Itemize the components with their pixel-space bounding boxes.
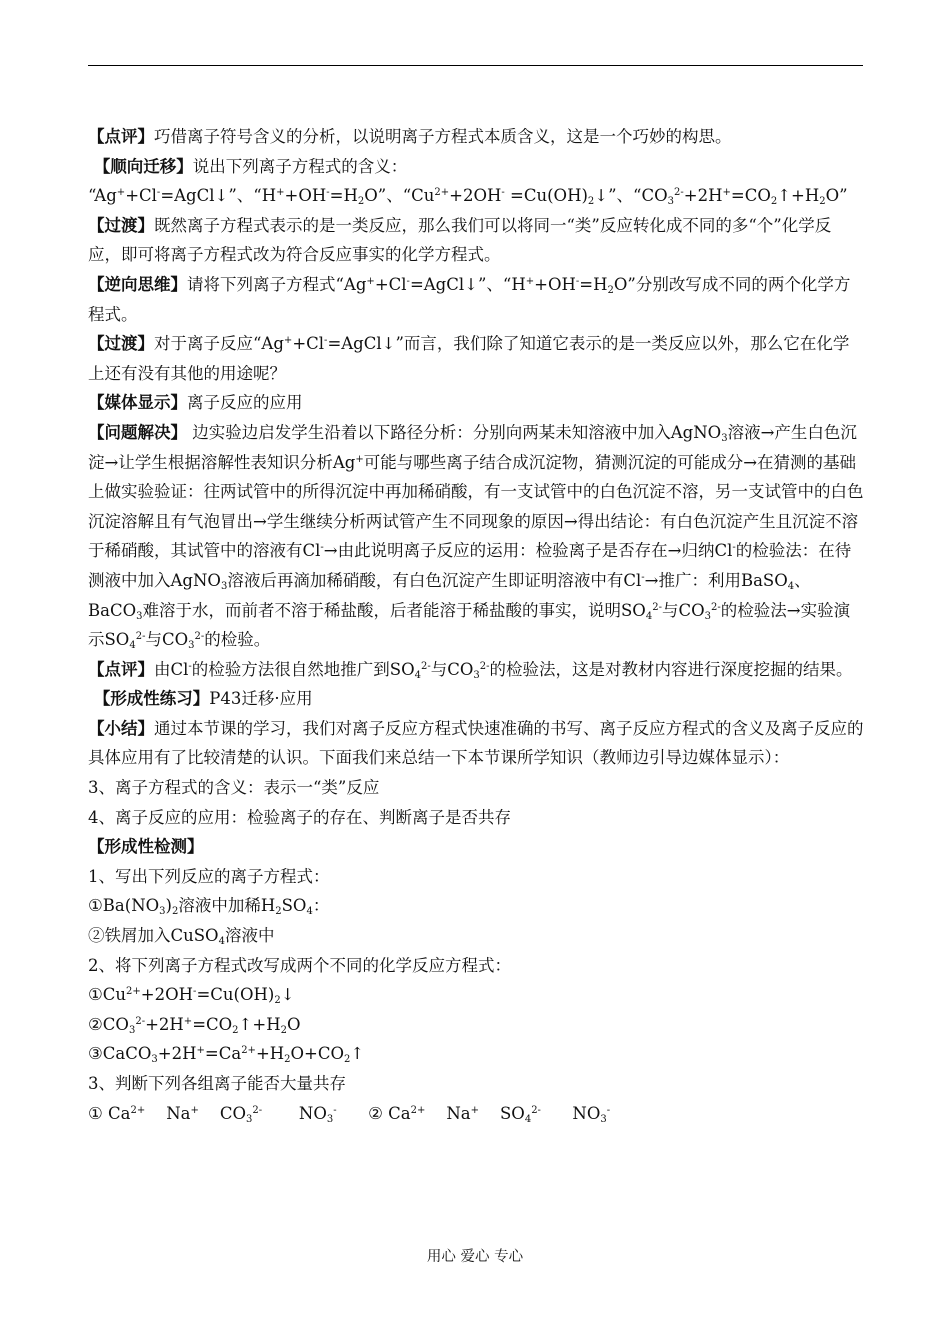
text-run: ↑	[350, 1044, 365, 1064]
text-run: +H	[255, 1044, 285, 1064]
text-run: O”、“Cu	[364, 186, 435, 206]
text-run: 请将下列离子方程式“Ag	[187, 274, 367, 294]
text-run: 的检验法：在待测液中加入AgNO	[88, 541, 852, 590]
paragraph	[88, 152, 864, 182]
superscript: 2-	[479, 660, 490, 672]
text-run: ↑+H	[238, 1014, 281, 1034]
subscript: 2	[232, 1024, 239, 1036]
subscript: 2	[607, 284, 614, 296]
subscript: 2	[274, 995, 281, 1007]
superscript: -	[575, 275, 580, 287]
text-run: 溶液中加稀H	[178, 896, 276, 916]
section-tag: 【点评】	[88, 127, 154, 146]
paragraph	[88, 891, 864, 921]
subscript: 4	[306, 906, 313, 918]
section-tag: 【顺向迁移】	[88, 156, 193, 176]
text-run: ③CaCO	[88, 1044, 152, 1064]
section-tag: 【过渡】	[88, 215, 154, 235]
subscript: 2	[819, 196, 826, 208]
superscript: -	[732, 542, 736, 554]
text-run: 、BaCO	[88, 570, 811, 620]
superscript: +	[276, 187, 285, 199]
text-run: 巧借离子符号含义的分析，以说明离子方程式本质含义，这是一个巧妙的构思。	[154, 127, 732, 146]
text-run: 的检验方法很自然地推广到SO	[191, 659, 415, 679]
superscript: 2-	[711, 601, 721, 613]
paragraph	[88, 773, 864, 803]
superscript: -	[320, 542, 324, 554]
superscript: 2-	[252, 1104, 263, 1116]
text-run: +2OH	[449, 186, 502, 206]
text-run: 1、写出下列反应的离子方程式：	[88, 866, 330, 886]
subscript: 2	[587, 196, 595, 208]
text-run: ②CO	[88, 1014, 129, 1034]
subscript: 2	[280, 1024, 287, 1036]
text-run: 与CO	[661, 600, 705, 620]
text-run: ①Cu	[88, 985, 127, 1005]
text-run: 的检验法→实验演示SO	[88, 600, 851, 650]
superscript: -	[406, 275, 410, 287]
text-run: 可能与哪些离子结合成沉淀物，猜测沉淀的可能成分→在猜测的基础上做实验验证：往两试管中的所得沉淀中再加稀硝酸，有一支试管中的白色沉淀不溶，另一支试管中的白色沉淀溶解且有气泡冒出→学生继续分析两试管产生不同现象的原因→得出结论：有白色沉淀产生且沉淀不溶于稀硝酸，其试管中的溶液有Cl	[88, 452, 864, 561]
superscript: 2-	[531, 1104, 541, 1116]
paragraph	[88, 684, 864, 714]
text-run: CO	[198, 1103, 247, 1123]
text-run: =AgCl↓”、“H	[409, 274, 526, 294]
superscript: +	[116, 187, 126, 199]
text-run: 的检验法，这是对教材内容进行深度挖掘的结果。	[489, 659, 853, 679]
text-run: +Cl	[374, 274, 407, 294]
superscript: -	[193, 986, 197, 998]
text-run: +2H	[145, 1014, 184, 1034]
text-run: )	[165, 896, 172, 916]
section-tag: 【点评】	[88, 659, 154, 679]
subscript: 3	[246, 1113, 253, 1125]
superscript: -	[188, 660, 192, 672]
paragraph	[88, 714, 864, 773]
subscript: 4	[414, 669, 422, 681]
paragraph	[88, 211, 864, 270]
subscript: 3	[220, 580, 228, 592]
text-run: +2H	[683, 186, 723, 206]
subscript: 4	[645, 610, 653, 622]
superscript: 2+	[434, 187, 450, 199]
text-run: 说出下列离子方程式的含义：	[192, 156, 408, 176]
subscript: 2	[284, 1054, 291, 1066]
text-run: “Ag	[88, 186, 117, 206]
subscript: 2	[357, 196, 365, 208]
subscript: 2	[171, 906, 179, 918]
text-run: ↓	[280, 985, 295, 1005]
paragraph	[88, 951, 864, 981]
section-tag: 【形成性检测】	[88, 837, 204, 857]
superscript: +	[196, 1045, 205, 1057]
superscript: 2+	[241, 1045, 256, 1057]
text-run: 边实验边启发学生沿着以下路径分析：分别向两某未知溶液中加入AgNO	[187, 422, 722, 442]
paragraph	[88, 122, 864, 152]
text-run: ① Ca	[88, 1103, 131, 1123]
text-run: =AgCl↓”、“H	[160, 186, 277, 206]
text-run: 3、离子方程式的含义：表示一“类”反应	[88, 778, 380, 798]
superscript: -	[156, 187, 161, 199]
superscript: 2-	[421, 660, 431, 672]
subscript: 3	[704, 610, 711, 622]
subscript: 4	[787, 580, 795, 592]
text-run: NO	[262, 1103, 327, 1123]
subscript: 4	[218, 936, 225, 948]
section-tag: 【过渡】	[88, 334, 154, 354]
subscript: 3	[188, 640, 195, 652]
text-run: +Cl	[125, 186, 157, 206]
text-run: 通过本节课的学习，我们对离子反应方程式快速准确的书写、离子反应方程式的含义及离子反应的具体应用有了比较清楚的认识。下面我们来总结一下本节课所学知识（教师边引导边媒体显示）：	[88, 718, 864, 768]
subscript: 2	[770, 196, 778, 208]
text-run: →由此说明离子反应的运用：检验离子是否存在→归纳Cl	[323, 541, 733, 561]
paragraph	[88, 181, 864, 211]
text-run: NO	[540, 1103, 601, 1123]
paragraph	[88, 1039, 864, 1069]
text-run: ：	[312, 896, 330, 916]
section-tag: 【问题解决】	[88, 422, 187, 442]
superscript: +	[722, 187, 731, 199]
paragraph	[88, 803, 864, 833]
paragraph	[88, 921, 864, 951]
section-tag: 【小结】	[88, 718, 154, 738]
text-run: ↓”、“CO	[594, 186, 668, 206]
text-run: 难溶于水，而前者不溶于稀盐酸，后者能溶于稀盐酸的事实，说明SO	[142, 600, 646, 620]
paragraph	[88, 1010, 864, 1040]
subscript: 3	[667, 196, 675, 208]
superscript: +	[190, 1104, 199, 1116]
text-run: 的检验。	[204, 630, 271, 650]
paragraph	[88, 655, 864, 685]
text-run: 3、判断下列各组离子能否大量共存	[88, 1074, 346, 1093]
subscript: 3	[128, 1024, 136, 1036]
superscript: +	[283, 335, 293, 347]
text-run: =H	[579, 274, 608, 294]
paragraph	[88, 388, 864, 418]
superscript: 2-	[652, 601, 662, 613]
text-run: +2OH	[140, 985, 194, 1005]
text-run: 离子反应的应用	[187, 393, 303, 413]
text-run: 4、离子反应的应用：检验离子的存在、判断离子是否共存	[88, 807, 511, 827]
text-run: 既然离子方程式表示的是一类反应，那么我们可以将同一“类”反应转化成不同的多“个”化学反应，即可将离子方程式改为符合反应事实的化学方程式。	[88, 215, 832, 265]
text-run: 溶液中	[224, 926, 275, 946]
superscript: +	[470, 1104, 479, 1116]
text-run: O+CO	[290, 1044, 345, 1064]
text-run: ①Ba(NO	[88, 896, 160, 916]
text-run: ②铁屑加入CuSO	[88, 926, 219, 946]
text-run: +Cl	[292, 334, 325, 354]
paragraph	[88, 832, 864, 862]
text-run: =Cu(OH)	[504, 186, 588, 206]
subscript: 2	[344, 1054, 351, 1066]
superscript: +	[525, 275, 535, 287]
text-run: Na	[425, 1103, 471, 1123]
subscript: 3	[136, 610, 143, 622]
subscript: 2	[275, 906, 282, 918]
text-run: +OH	[284, 186, 327, 206]
subscript: 4	[524, 1113, 532, 1125]
text-run: Na	[145, 1103, 191, 1123]
page-footer: 用心 爱心 专心	[426, 1249, 524, 1265]
superscript: -	[333, 1104, 337, 1116]
text-run: +OH	[534, 274, 576, 294]
superscript: 2+	[130, 1104, 146, 1116]
subscript: 3	[326, 1113, 334, 1125]
subscript: 3	[721, 432, 728, 444]
text-run: ↑+H	[777, 186, 820, 206]
superscript: +	[366, 275, 375, 287]
paragraph	[88, 862, 864, 892]
document-body	[88, 122, 864, 1128]
paragraph	[88, 980, 864, 1010]
superscript: -	[606, 1104, 611, 1116]
superscript: +	[355, 453, 364, 465]
text-run: =Ca	[204, 1044, 242, 1064]
superscript: -	[324, 335, 328, 347]
text-run: SO	[281, 896, 307, 916]
text-run: 由Cl	[154, 659, 189, 679]
text-run: 溶液后再滴加稀硝酸，有白色沉淀产生即证明溶液中有Cl	[227, 570, 642, 590]
superscript: +	[183, 1015, 193, 1027]
text-run: =CO	[730, 186, 771, 206]
superscript: 2+	[410, 1104, 426, 1116]
paragraph	[88, 418, 864, 655]
text-run: 与CO	[430, 659, 474, 679]
text-run: 对于离子反应“Ag	[154, 334, 284, 354]
subscript: 3	[159, 906, 166, 918]
superscript: -	[501, 187, 505, 199]
section-tag: 【媒体显示】	[88, 393, 187, 413]
superscript: 2-	[135, 1015, 146, 1027]
superscript: -	[326, 187, 330, 199]
subscript: 3	[151, 1054, 158, 1066]
text-run: 2、将下列离子方程式改写成两个不同的化学反应方程式：	[88, 955, 511, 975]
text-run: =CO	[192, 1014, 233, 1034]
text-run: 与CO	[145, 630, 189, 650]
subscript: 4	[129, 640, 136, 652]
superscript: 2-	[194, 631, 205, 643]
paragraph	[88, 270, 864, 329]
subscript: 3	[473, 669, 480, 681]
superscript: 2-	[135, 631, 146, 643]
header-rule	[88, 65, 863, 66]
superscript: 2+	[126, 986, 141, 998]
text-run: →推广：利用BaSO	[644, 570, 788, 590]
subscript: 3	[600, 1113, 607, 1125]
text-run: P43迁移·应用	[209, 689, 313, 709]
superscript: -	[641, 571, 645, 583]
section-tag: 【逆向思维】	[88, 274, 187, 294]
superscript: 2-	[674, 187, 684, 199]
paragraph	[88, 329, 864, 388]
text-run: O”	[825, 186, 848, 206]
text-run: ② Ca	[336, 1103, 411, 1123]
text-run: O	[286, 1014, 301, 1034]
text-run: 溶液→产生白色沉淀→让学生根据溶解性表知识分析Ag	[88, 422, 857, 472]
text-run: =AgCl↓”而言，我们除了知道它表示的是一类反应以外，那么它在化学上还有没有其他的用途呢？	[88, 334, 850, 383]
text-run: SO	[479, 1103, 525, 1123]
text-run: =Cu(OH)	[196, 985, 275, 1005]
text-run: O”分别改写成不同的两个化学方程式。	[88, 274, 851, 324]
section-tag: 【形成性练习】	[88, 689, 210, 709]
paragraph	[88, 1069, 864, 1099]
paragraph	[88, 1099, 864, 1129]
text-run: =H	[329, 186, 358, 206]
text-run: +2H	[157, 1044, 197, 1064]
